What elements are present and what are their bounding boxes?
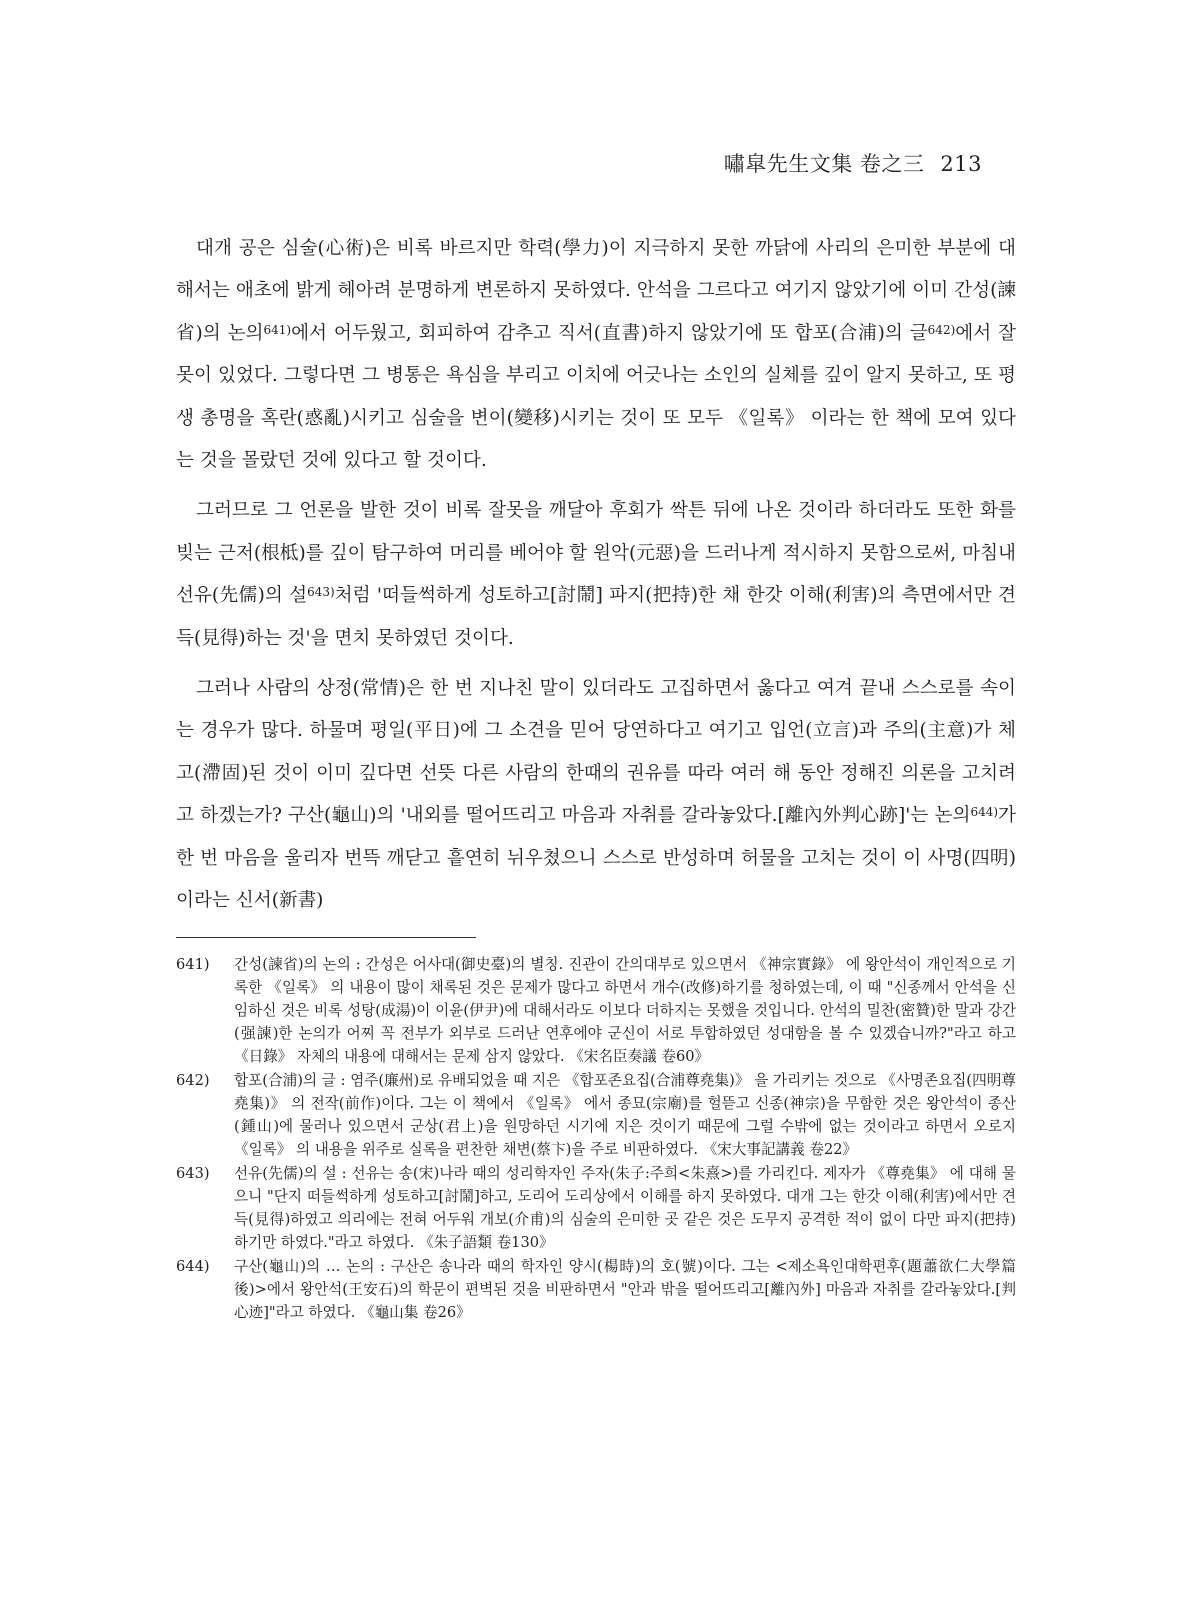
running-header — [724, 148, 982, 178]
footnotes — [176, 954, 1016, 1327]
text-run: 에서 잘못이 있었다. 그렇다면 그 병통은 욕심을 부리고 이치에 어긋나는 소인의 실체를 깊이 알지 못하고, 또 평생 총명을 혹란(惑亂)시키고 심술을 변이(變移)시키는 것이 또 모두 《일록》 이라는 한 책에 모여 있다는 것을 몰랐던 것에 있다고 할 것이다. — [176, 322, 1016, 472]
footnote-643 — [176, 1163, 1016, 1255]
footnote-number: 642) — [176, 1072, 210, 1090]
footnote-641 — [176, 954, 1016, 1069]
paragraph-3 — [176, 668, 1016, 922]
footnote-text: 간성(諫省)의 논의 : 간성은 어사대(御史臺)의 별칭. 진관이 간의대부로 있으면서 《神宗實錄》 에 왕안석이 개인적으로 기록한 《일록》 의 내용이 많이 채록된 것은 문제가 많다고 하면서 개수(改修)하기를 청하였는데, 이 때 "신종께서 안석을 신임하신 것은 비록 성탕(成湯)이 이윤(伊尹)에 대해서라도 이보다 더하지는 못했을 것입니다. 안석의 밀찬(密贊)한 말과 강간(强諫)한 논의가 어찌 꼭 전부가 외부로 드러난 연후에야 군신이 서로 투합하였던 성대함을 볼 수 있겠습니까?"라고 하고 《日錄》 자체의 내용에 대해서는 문제 삼지 않았다. 《宋名臣奏議 卷60》 — [234, 956, 1016, 1065]
footnote-text: 선유(先儒)의 설 : 선유는 송(宋)나라 때의 성리학자인 주자(朱子:주희<朱熹>)를 가리킨다. 제자가 《尊堯集》 에 대해 물으니 "단지 떠들썩하게 성토하고[討鬧]하고, 도리어 도리상에서 이해를 하지 못하였다. 대개 그는 한갓 이해(利害)에서만 견득(見得)하였고 의리에는 전혀 어두워 개보(介甫)의 심술의 은미한 곳 같은 것은 도무지 공격한 적이 없이 다만 파지(把持)하기만 하였다."라고 하였다. 《朱子語類 卷130》 — [234, 1165, 1016, 1251]
footnote-number: 641) — [176, 956, 210, 973]
text-run: 가 한 번 마음을 울리자 번뜩 깨닫고 흩연히 뉘우쳤으니 스스로 반성하며 허물을 고치는 것이 이 사명(四明)이라는 신서(新書) — [176, 805, 1016, 912]
text-run: 대개 공은 심술(心術)은 비록 바르지만 학력(學力)이 지극하지 못한 까닭에 사리의 은미한 부분에 대해서는 애초에 밝게 헤아려 분명하게 변론하지 못하였다. 안석을 그르다고 여기지 않았기에 이미 간성(諫省)의 논의 — [176, 238, 1016, 344]
footnote-text: 합포(合浦)의 글 : 염주(廉州)로 유배되었을 때 지은 《합포존요집(合浦尊堯集)》 을 가리키는 것으로 《사명존요집(四明尊堯集)》 의 전작(前作)이다. 그는 이 책에서 《일록》 에서 종묘(宗廟)를 헐뜯고 신종(神宗)을 무함한 것은 왕안석이 종산(鍾山)에 물러나 있으면서 군상(君上)을 원망하던 시기에 지은 것이기 때문에 그럴 수밖에 없는 것이라고 하면서 오로지 《일록》 의 내용을 위주로 실록을 편찬한 채변(蔡卞)을 주로 비판하였다. 《宋大事記講義 卷22》 — [234, 1072, 1016, 1158]
text-run: 에서 어두웠고, 회피하여 감추고 직서(直書)하지 않았기에 또 합포(合浦)의 글 — [291, 322, 928, 344]
page-number: 213 — [940, 152, 982, 176]
paragraph-2 — [176, 490, 1016, 660]
footnote-ref-641[interactable]: 641) — [263, 322, 292, 337]
paragraph-1 — [176, 228, 1016, 482]
footnote-ref-644[interactable]: 644) — [970, 805, 999, 820]
collection-title: 嘯皐先生文集 卷之三 — [723, 152, 925, 176]
text-run: 처럼 '떠들썩하게 성토하고[討鬧] 파지(把持)한 채 한갓 이해(利害)의 측면에서만 견득(見得)하는 것'을 면치 못하였던 것이다. — [176, 585, 1017, 649]
main-text — [176, 228, 1016, 931]
footnote-separator — [176, 937, 476, 938]
footnote-number: 644) — [176, 1258, 210, 1276]
footnote-ref-642[interactable]: 642) — [927, 322, 956, 337]
text-run: 그러므로 그 언론을 발한 것이 비록 잘못을 깨달아 후회가 싹튼 뒤에 나온 것이라 하더라도 또한 화를 빚는 근저(根柢)를 깊이 탐구하여 머리를 베어야 할 원악(元惡)을 드러나게 적시하지 못함으로써, 마침내 선유(先儒)의 설 — [176, 500, 1016, 607]
footnote-642 — [176, 1070, 1016, 1162]
footnote-644 — [176, 1256, 1016, 1325]
text-run: 그러나 사람의 상정(常情)은 한 번 지나친 말이 있더라도 고집하면서 옳다고 여겨 끝내 스스로를 속이는 경우가 많다. 하물며 평일(平日)에 그 소견을 믿어 당연하다고 여기고 입언(立言)과 주의(主意)가 체고(滯固)된 것이 이미 깊다면 선뜻 다른 사람의 한때의 권유를 따라 여러 해 동안 정해진 의론을 고치려고 하겠는가? 구산(龜山)의 '내외를 떨어뜨리고 마음과 자취를 갈라놓았다.[離內外判心跡]'는 논의 — [176, 678, 1016, 827]
footnote-text: 구산(龜山)의 … 논의 : 구산은 송나라 때의 학자인 양시(楊時)의 호(號)이다. 그는 <제소욕인대학편후(題蕭欲仁大學篇後)>에서 왕안석(王安石)의 학문이 편벽된 것을 비판하면서 "안과 밖을 떨어뜨리고[離內外] 마음과 자취를 갈라놓았다.[判心迹]"라고 하였다. 《龜山集 卷26》 — [234, 1258, 1016, 1322]
footnote-number: 643) — [176, 1165, 210, 1183]
footnote-ref-643[interactable]: 643) — [307, 585, 335, 600]
